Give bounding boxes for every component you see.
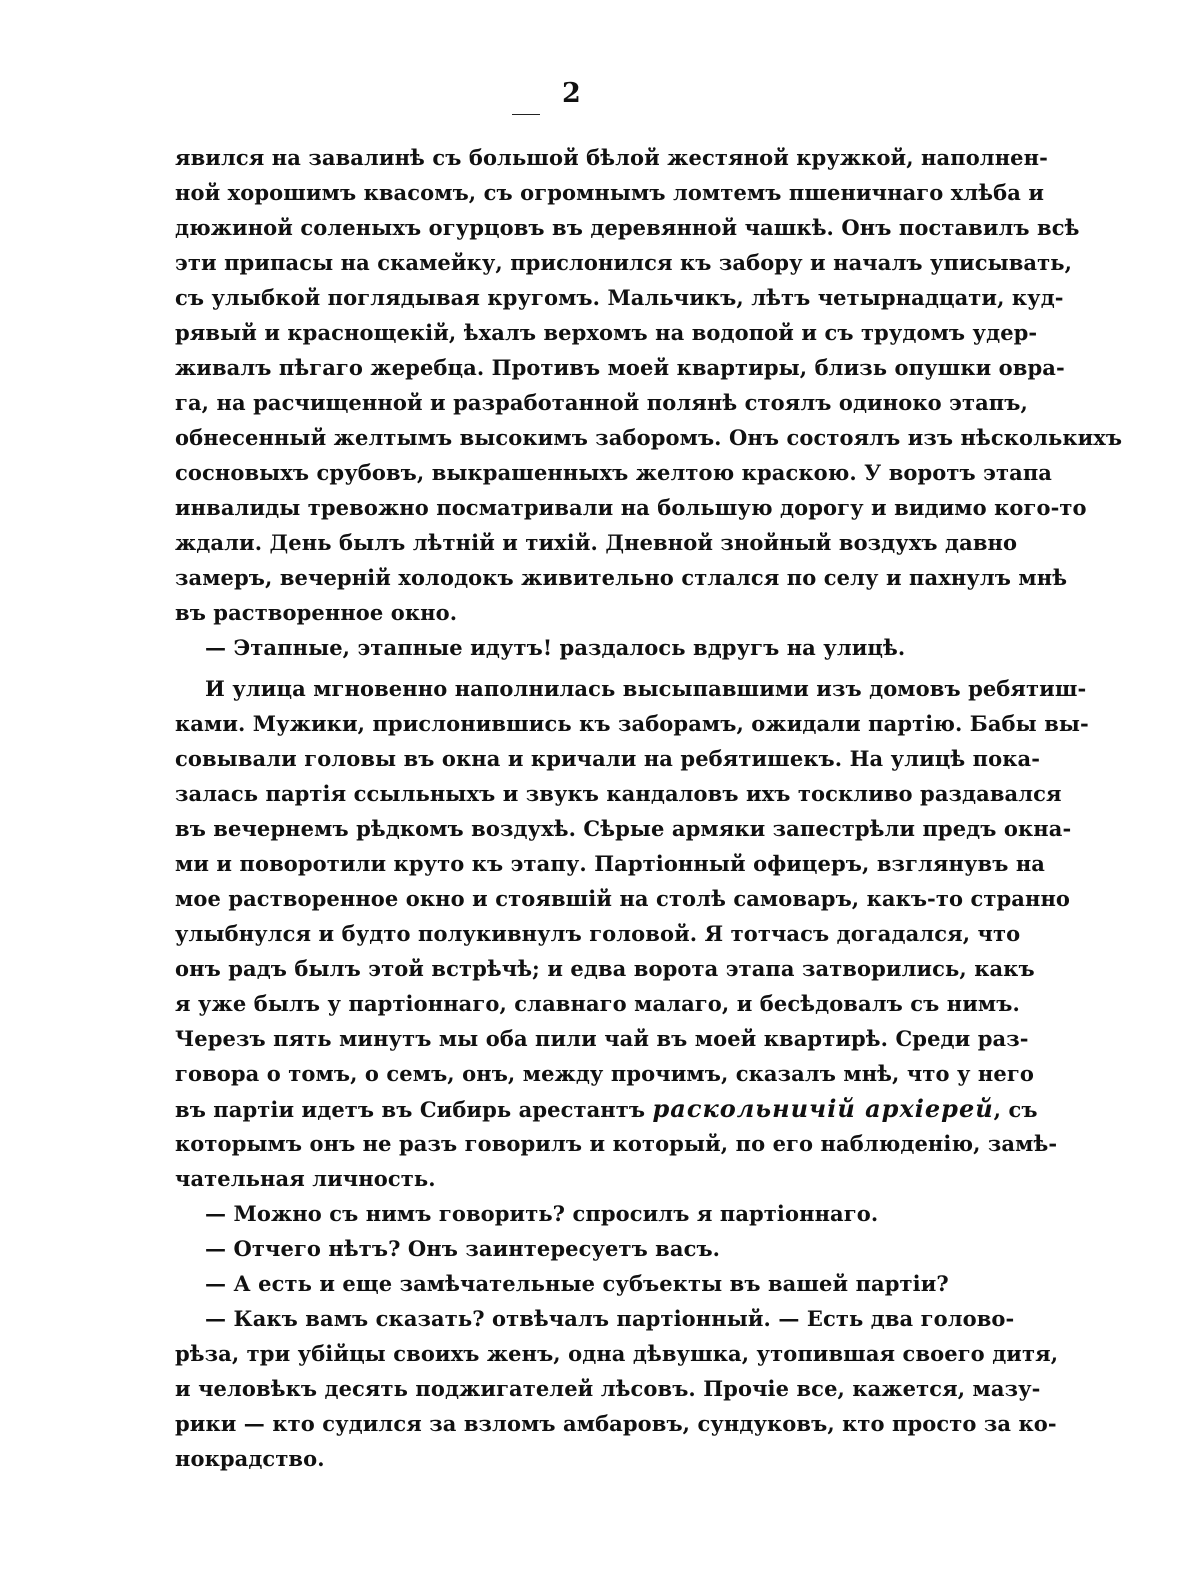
page-number: 2 bbox=[562, 78, 581, 109]
text-line: въ растворенное окно. bbox=[175, 600, 458, 625]
dialogue-line: — Можно съ нимъ говорить? спросилъ я партіоннаго. bbox=[205, 1201, 879, 1226]
italic-phrase: раскольничій архіерей bbox=[652, 1094, 994, 1123]
text-line: дюжиной соленыхъ огурцовъ въ деревянной чашкѣ. Онъ поставилъ всѣ bbox=[175, 215, 1080, 240]
text-line: нокрадство. bbox=[175, 1446, 325, 1471]
paragraph-7 bbox=[175, 1301, 1059, 1476]
text-line: улыбнулся и будто полукивнулъ головой. Я тотчасъ догадался, что bbox=[175, 921, 1021, 946]
paragraph-6 bbox=[175, 1266, 963, 1301]
text-line: ной хорошимъ квасомъ, съ огромнымъ ломтемъ пшеничнаго хлѣба и bbox=[175, 180, 1045, 205]
text-line: онъ радъ былъ этой встрѣчѣ; и едва ворота этапа затворились, какъ bbox=[175, 956, 1035, 981]
text-line: живалъ пѣгаго жеребца. Противъ моей квартиры, близь опушки овра- bbox=[175, 355, 1065, 380]
text-line: явился на завалинѣ съ большой бѣлой жестяной кружкой, наполнен- bbox=[175, 145, 1048, 170]
text-line: рявый и краснощекій, ѣхалъ верхомъ на водопой и съ трудомъ удер- bbox=[175, 320, 1038, 345]
text-line-with-italic bbox=[175, 1091, 1038, 1126]
header-dash-rule bbox=[512, 114, 540, 115]
text-line: я уже былъ у партіоннаго, славнаго малаго, и бесѣдовалъ съ нимъ. bbox=[175, 991, 1020, 1016]
text-line: сосновыхъ срубовъ, выкрашенныхъ желтою краскою. У воротъ этапа bbox=[175, 460, 1053, 485]
text-line: эти припасы на скамейку, прислонился къ забору и началъ уписывать, bbox=[175, 250, 1073, 275]
body-text bbox=[175, 140, 1123, 1476]
paragraph-3 bbox=[175, 671, 1089, 1196]
text-run: въ партіи идетъ въ Сибирь арестантъ bbox=[175, 1097, 653, 1122]
text-line: говора о томъ, о семъ, онъ, между прочимъ, сказалъ мнѣ, что у него bbox=[175, 1061, 1034, 1086]
text-run: , съ bbox=[993, 1097, 1038, 1122]
text-line: чательная личность. bbox=[175, 1166, 436, 1191]
dialogue-line: — Этапные, этапные идутъ! раздалось вдругъ на улицѣ. bbox=[205, 635, 906, 660]
text-line: совывали головы въ окна и кричали на ребятишекъ. На улицѣ пока- bbox=[175, 746, 1041, 771]
text-line: съ улыбкой поглядывая кругомъ. Мальчикъ, лѣтъ четырнадцати, куд- bbox=[175, 285, 1064, 310]
text-line: Черезъ пять минутъ мы оба пили чай въ моей квартирѣ. Среди раз- bbox=[175, 1026, 1029, 1051]
text-line: обнесенный желтымъ высокимъ заборомъ. Онъ состоялъ изъ нѣсколькихъ bbox=[175, 425, 1123, 450]
text-line: залась партія ссыльныхъ и звукъ кандаловъ ихъ тоскливо раздавался bbox=[175, 781, 1062, 806]
text-line: ждали. День былъ лѣтній и тихій. Дневной знойный воздухъ давно bbox=[175, 530, 1018, 555]
paragraph-2 bbox=[175, 630, 963, 665]
text-line: мое растворенное окно и стоявшій на столѣ самоваръ, какъ-то странно bbox=[175, 886, 1071, 911]
text-line: инвалиды тревожно посматривали на большую дорогу и видимо кого-то bbox=[175, 495, 1087, 520]
text-line: рики — кто судился за взломъ амбаровъ, сундуковъ, кто просто за ко- bbox=[175, 1411, 1057, 1436]
text-line: рѣза, три убійцы своихъ женъ, одна дѣвушка, утопившая своего дитя, bbox=[175, 1341, 1059, 1366]
text-line: и человѣкъ десять поджигателей лѣсовъ. Прочіе все, кажется, мазу- bbox=[175, 1376, 1041, 1401]
text-line: въ вечернемъ рѣдкомъ воздухѣ. Сѣрые армяки запестрѣли предъ окна- bbox=[175, 816, 1072, 841]
text-line: замеръ, вечерній холодокъ живительно стлался по селу и пахнулъ мнѣ bbox=[175, 565, 1068, 590]
paragraph-4 bbox=[175, 1196, 963, 1231]
dialogue-line: — Какъ вамъ сказать? отвѣчалъ партіонный. — Есть два голово- bbox=[205, 1306, 1015, 1331]
page-header bbox=[0, 78, 1191, 124]
paragraph-5 bbox=[175, 1231, 963, 1266]
text-line: И улица мгновенно наполнилась высыпавшими изъ домовъ ребятиш- bbox=[205, 676, 1087, 701]
paragraph-1 bbox=[175, 140, 1123, 630]
text-line: ми и поворотили круто къ этапу. Партіонный офицеръ, взглянувъ на bbox=[175, 851, 1046, 876]
dialogue-line: — Отчего нѣтъ? Онъ заинтересуетъ васъ. bbox=[205, 1236, 721, 1261]
text-line: которымъ онъ не разъ говорилъ и который, по его наблюденію, замѣ- bbox=[175, 1131, 1058, 1156]
text-line: ками. Мужики, прислонившись къ заборамъ, ожидали партію. Бабы вы- bbox=[175, 711, 1089, 736]
dialogue-line: — А есть и еще замѣчательные субъекты въ вашей партіи? bbox=[205, 1271, 949, 1296]
text-line: га, на расчищенной и разработанной полянѣ стоялъ одиноко этапъ, bbox=[175, 390, 1028, 415]
